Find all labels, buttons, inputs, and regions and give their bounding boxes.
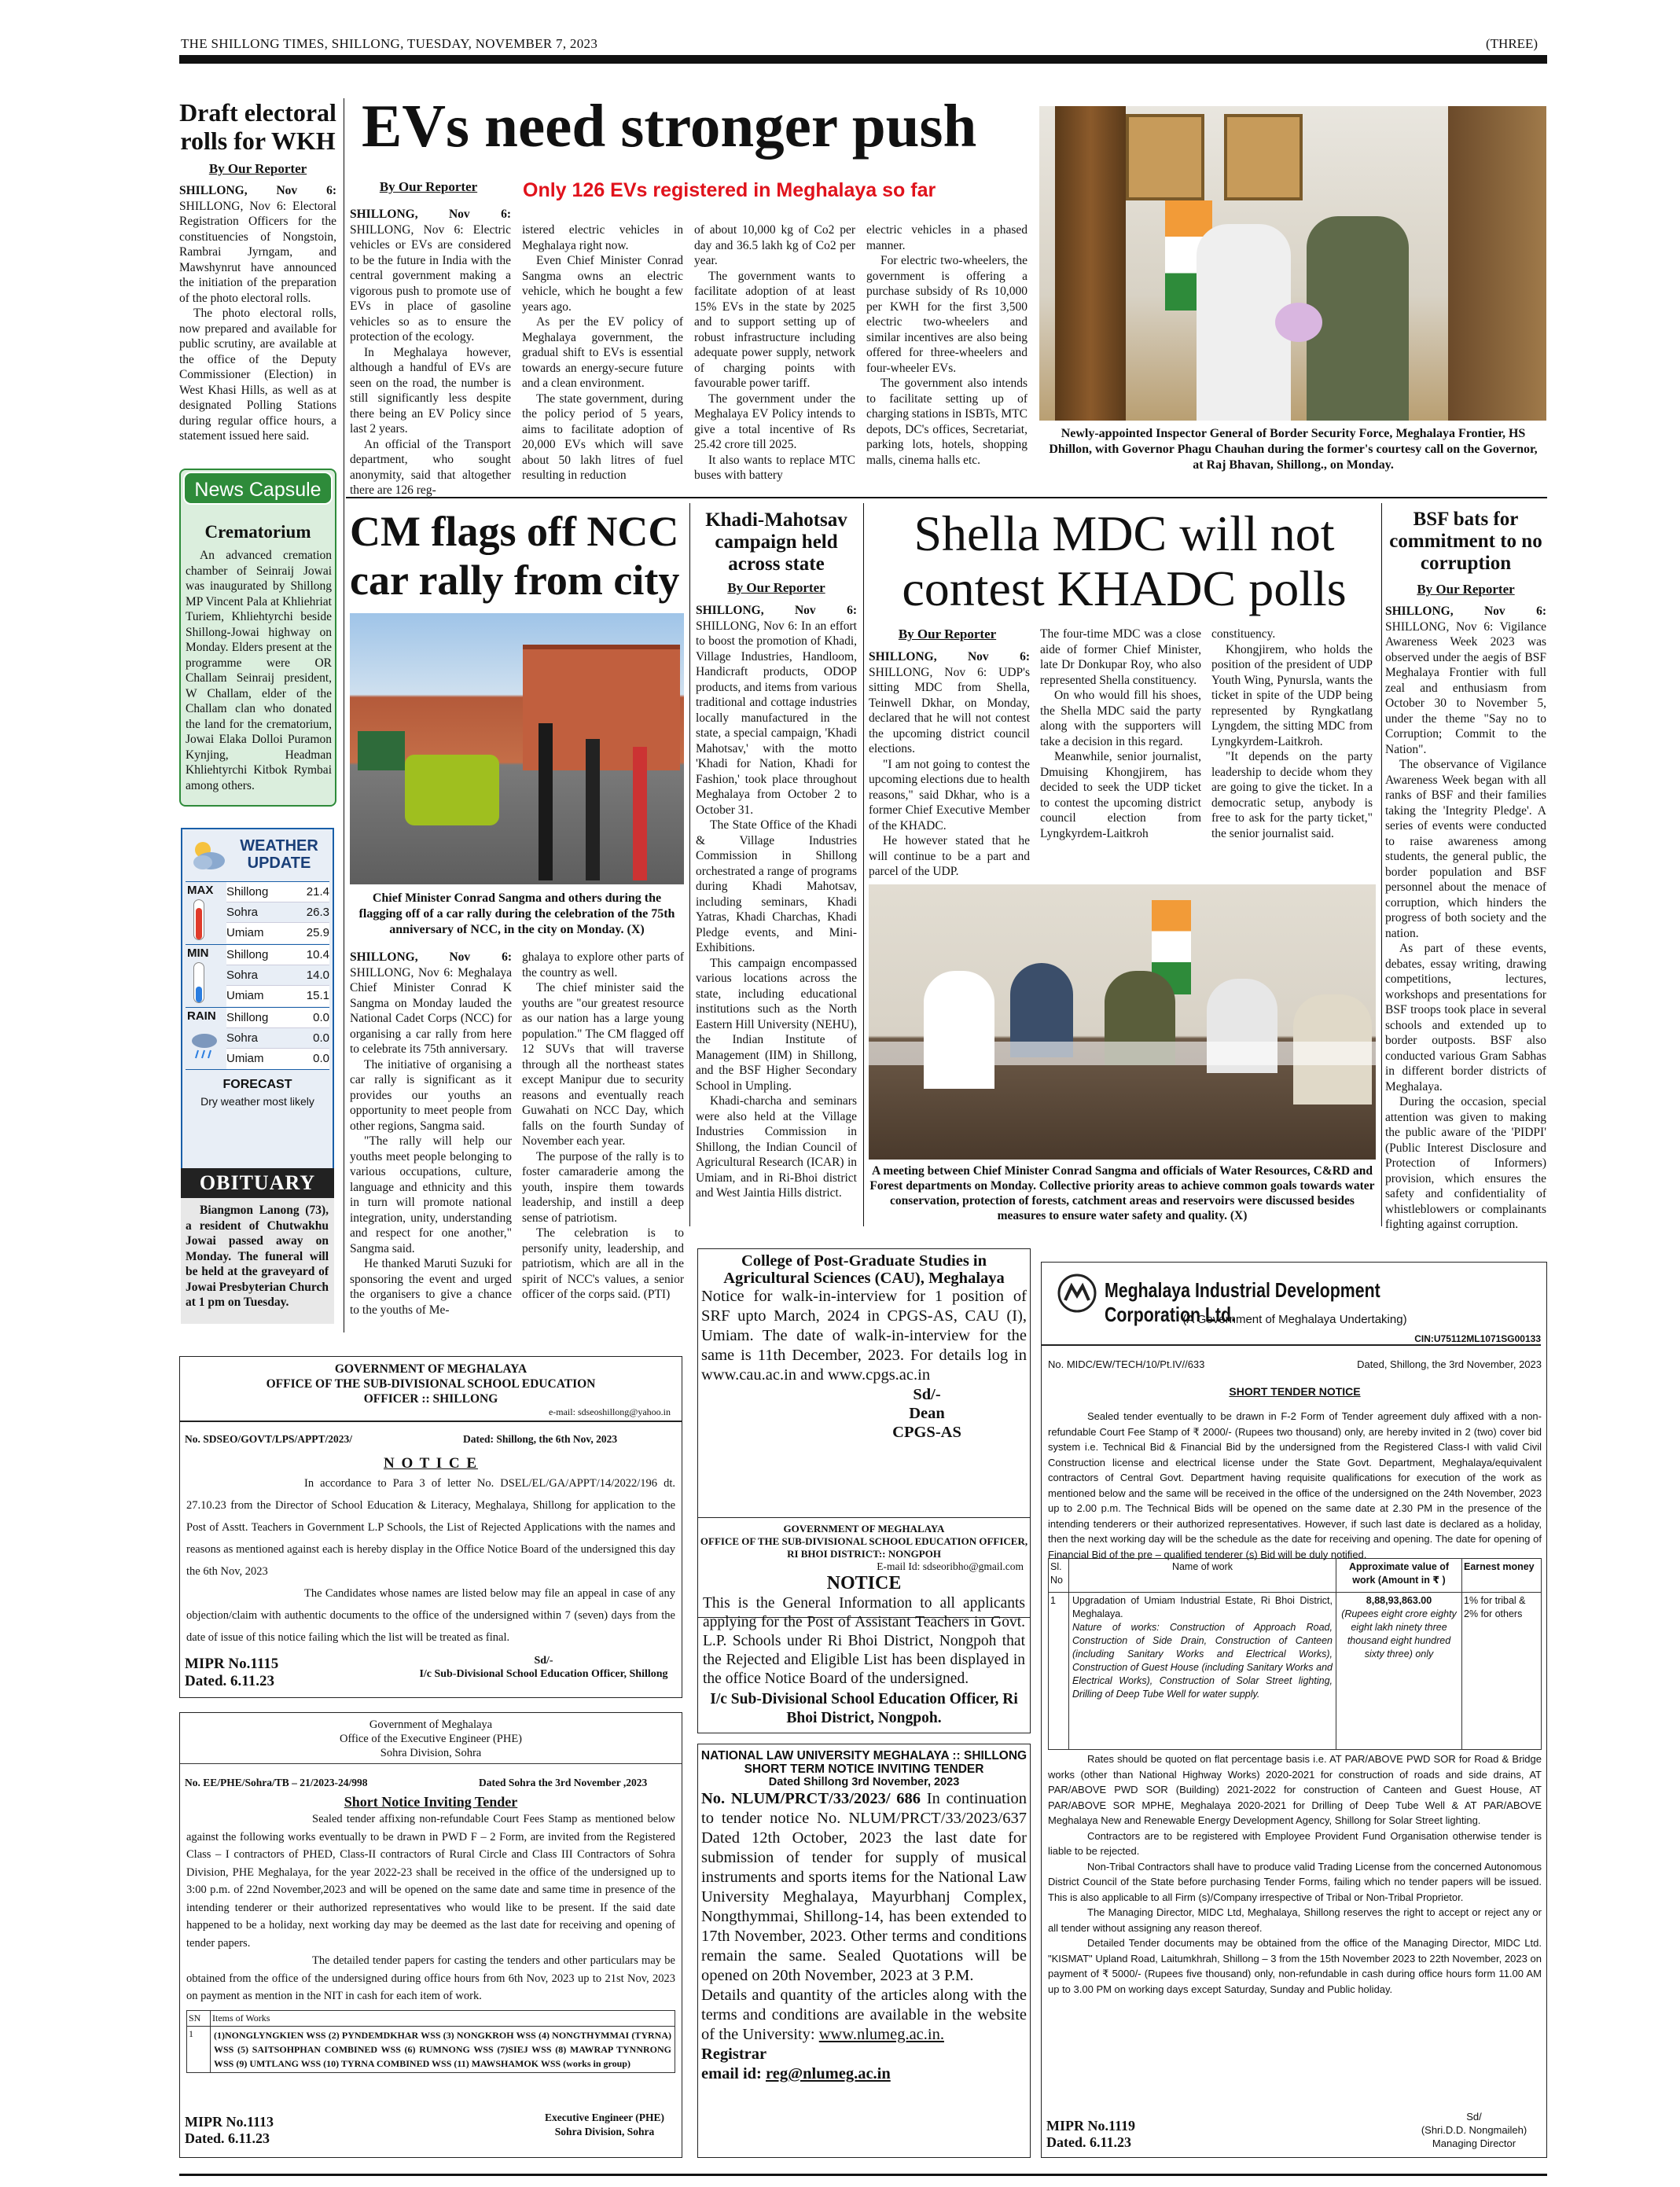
weather-min-row: Shillong 10.4 [226, 945, 329, 965]
weather-max-row: Umiam 25.9 [226, 923, 329, 943]
weather-rain-label: RAIN [187, 1009, 216, 1023]
phe-th-items: Items of Works [212, 2012, 270, 2023]
midc-no: No. MIDC/EW/TECH/10/Pt.IV//633 [1048, 1358, 1205, 1370]
midc-logo [1057, 1274, 1097, 1313]
weather-min-label: MIN [187, 946, 209, 960]
meeting-photo [869, 884, 1376, 1160]
masthead-rule [179, 55, 1547, 64]
forecast-text: Dry weather most likely [200, 1095, 314, 1108]
ribhoi-notice [697, 1517, 1031, 1733]
midc-name: Meghalaya Industrial Development Corporation Ltd. [1105, 1278, 1380, 1326]
sdseo-sign: I/c Sub-Divisional School Education Officer, Shillong [419, 1668, 668, 1680]
phe-tender [179, 1712, 682, 2158]
phe-sign: Executive Engineer (PHE) Sohra Division, Sohra [545, 2112, 664, 2137]
midc-works-table [1048, 1558, 1542, 1750]
weather-max-row: Sohra 26.3 [226, 902, 329, 923]
ev-col-3: of about 10,000 kg of Co2 per day and 36.5 lakh kg of Co2 per year. The government wants to facilitate adoption of at least 15% EVs in the state by 2025 and to support setting up of robust infrastructure including adequate power supply, network of charging points with favourable power tariff. The government under the Meghalaya EV Policy intends to give a total incentive of Rs 25.42 crore till 2025. It also wants to replace MTC buses with battery [694, 223, 855, 482]
weather-table [186, 881, 329, 1108]
cau-dean: Dean [909, 1405, 945, 1422]
ribhoi-gov: GOVERNMENT OF MEGHALAYA [783, 1523, 945, 1535]
weather-title: WEATHER UPDATE [240, 837, 318, 872]
shella-headline: Shella MDC will not contest KHADC polls [902, 505, 1347, 616]
ncc-col-1: SHILLONG, Nov 6: SHILLONG, Nov 6: Meghalaya Chief Minister Conrad K Sangma on Monday lauded the National Cadet Corps (NCC) for organising a car rally from here to celebrate its 75th anniversary. The initiative of organising a car rally is significant as it provides our youths an opportunity to meet people from other regions, Sangma said. "The rally will help our youths meet people belonging to various occupations, culture, language and ethnicity and this in turn will promote national integration, unity, understanding and respect for one another," Sangma said. He thanked Maruti Suzuki for sponsoring the event and urged the organisers to give a chance to the youths of Me- [350, 950, 512, 1317]
midc-p1: Sealed tender eventually to be drawn in F-2 Form of Tender agreement duly affixed with a non-refundable Court Fee Stamp of ₹ 2000/- (Rupees two thousand) only, are hereby invited in 2 (two) cover bid system i.e. Technical Bid & Financial Bid by the undersigned from the Registered Class-I with valid Civil Construction license and electrical license under the State Govt. Department, Meghalaya/equivalent contractors of Central Govt. Department having requisite qualifications for execution of the work as mentioned below and the same will be received in the office of the undersigned on the 24th November, 2023 up to 2.00 p.m. The Technical Bids will be opened on the same date at 2.30 PM in the presence of the intending tenderers or their authorized representatives. However, if such last date is declared as a holiday, then the next working day will be the schedule as the date for receiving and opening. The date for opening of Financial Bid of the pre – qualified tenderer (s) Bid will be duly notified. [1048, 1410, 1542, 1560]
midc-title: SHORT TENDER NOTICE [1229, 1385, 1361, 1398]
ncc-headline: CM flags off NCC car rally from city [350, 508, 680, 604]
ncc-col-2: ghalaya to explore other parts of the country as well. The chief minister said the youths are "our greatest resource as our nation has a large young population." The CM flagged off 12 SUVs that will traverse through all the northeast states except Manipur due to security reasons and eventually reach Guwahati on NCC Day, which falls on the fourth Sunday of November each year. The purpose of the rally is to foster camaraderie among the youth, inspire them towards leadership, and instill a deep sense of patriotism. The celebration is to personify unity, leadership, and patriotism, which are all in the spirit of NCC's values, a senior officer of the corps said. (PTI) [522, 950, 684, 1301]
sdseo-mipr: MIPR No.1115 [185, 1656, 279, 1672]
weather-panel [181, 828, 334, 1170]
phe-row-items: (1)NONGLYNGKIEN WSS (2) PYNDEMDKHAR WSS (3) NONGKROH WSS (4) NONGTHYMMAI (TYRNA) WSS (5) SAITSOHPHAN COMBINED WSS (6) RUMNONG WSS (7)SIEJ WSS (8) MAWRAP TYNNRONG WSS (9) UMTLANG WSS (10) TYRNA COMBINED WSS (11) MAWSHAMOK WSS (works in group) [214, 2029, 671, 2069]
nlu-body2: Details and quantity of the articles along with the terms and conditions are available in the website of the University: [701, 1987, 1027, 2043]
governor-caption: Newly-appointed Inspector General of Border Security Force, Meghalaya Frontier, HS Dhillon, with Governor Phagu Chauhan during the former's courtesy call on the Governor, at Raj Bhavan, Shillong., on Monday. [1049, 427, 1538, 472]
ribhoi-body: This is the General Information to all applicants applying for the Post of Assistant Teachers in Govt. L.P. Schools under Ri Bhoi District, Nongpoh that the Rejected and Eligible List has been displayed in the office Notice Board of the undersigned. [703, 1595, 1025, 1687]
sdseo-p1: In accordance to Para 3 of letter No. DSEL/EL/GA/APPT/14/2022/196 dt. 27.10.23 from the Director of School Education & Literacy, Meghalaya, Shillong for application to the Post of Asstt. Teachers in Government L.P Schools, the List of Rejected Applications with the names and reasons as mentioned against each is hereby display in the Office Notice Board of the undersigned this day the 6th Nov, 2023 [186, 1477, 675, 1578]
phe-mipr: MIPR No.1113 [185, 2114, 274, 2130]
bsf-body: SHILLONG, Nov 6: SHILLONG, Nov 6: Vigilance Awareness Week 2023 was observed under the aegis of BSF Meghalaya Frontier with full zeal and enthusiasm from October 30 to November 5, under the theme "Say no to Corruption; Commit to the Nation". The observance of Vigilance Awareness Week began with all ranks of BSF and their families taking the 'Integrity Pledge'. A series of events were conducted to raise awareness among students, the general public, the border population and BSF personnel about the menace of corruption, which hinders the progress of both society and the nation. As part of these events, debates, essay writing, drawing competitions, lectures, workshops and presentations for BSF troops took place in several schools and extended up to border outposts. BSF also conducted various Gram Sabhas in different border districts of Meghalaya. During the occasion, special attention was given to making the public aware of the 'PIDPI' (Public Interest Disclosure and Protection of Informers) provision, which ensures the safety and confidentiality of whistleblowers or complainants fighting against corruption. [1385, 605, 1546, 1231]
shella-col-2: The four-time MDC was a close aide of former Chief Minister, late Dr Donkupar Roy, who also represented Shella constituency. On who would fill his shoes, the Shella MDC said the party along with the supporters will take a decision in this regard. Meanwhile, senior journalist, Dmuising Khongjirem, has decided to seek the UDP ticket to contest the upcoming district council election from Lyngkyrdem-Laitkroh [1040, 627, 1201, 840]
phe-division: Sohra Division, Sohra [180, 1746, 682, 1764]
midc-sign-name: (Shri.D.D. Nongmaileh) [1421, 2124, 1527, 2136]
nlu-university: NATIONAL LAW UNIVERSITY MEGHALAYA :: SHILLONG [700, 1749, 1027, 1762]
midc-p4: Non-Tribal Contractors shall have to produce valid Trading License from the concerned Autonomous District Council of the State before purchasing Tender Forms, failing which no tender papers will be issued. This is also applicable to all Firm (s)/Company irrespective of Tribal or Non-Tribal Proprietor. [1048, 1860, 1542, 1903]
sdseo-dated: Dated: Shillong, the 6th Nov, 2023 [463, 1433, 618, 1445]
ev-col-2: istered electric vehicles in Meghalaya right now. Even Chief Minister Conrad Sangma owns an electric vehicle, which he bought a few years ago. As per the EV policy of Meghalaya government, the gradual shift to EVs is essential towards an energy-secure future and a clean environment. The state government, during the policy period of 5 years, aims to facilitate adoption of 20,000 EVs which will save about 50 lakh litres of fuel resulting in reduction [522, 223, 683, 482]
shella-byline: By Our Reporter [898, 627, 997, 641]
masthead-left: THE SHILLONG TIMES, SHILLONG, TUESDAY, NOVEMBER 7, 2023 [181, 36, 598, 51]
phe-row-sn: 1 [187, 2027, 211, 2072]
midc-mipr: MIPR No.1119 [1046, 2118, 1136, 2134]
ribhoi-title: NOTICE [826, 1573, 902, 1593]
nlu-url-link[interactable]: www.nlumeg.ac.in. [818, 2026, 944, 2043]
midc-th-money: Earnest money [1464, 1561, 1535, 1572]
khadi-byline: By Our Reporter [727, 580, 825, 595]
ev-col-1: SHILLONG, Nov 6: SHILLONG, Nov 6: Electric vehicles or EVs are considered to be the future in India with the central government making a vigorous push to promote use of EVs in place of gasoline vehicles so as to ensure the protection of the ecology. In Meghalaya however, although a handful of EVs are seen on the road, the number is still significantly less despite there being an EV Policy since last 2 years. An official of the Transport department, who sought anonymity, said that altogether there are 126 reg- [350, 208, 511, 497]
midc-p6: Detailed Tender documents may be obtained from the office of the Managing Director, MIDC Ltd. "KISMAT" Upland Road, Laitumkhrah, Shillong – 3 from the 15th November 2023 to 22th November, 2023 on payment of ₹ 5000/- (Rupees five thousand) only, non-refundable in cash during office hours form 11.00 AM up to 3.00 PM on working days except Saturday, Sunday and Public holiday. [1048, 1937, 1542, 1995]
phe-works-table [186, 2010, 675, 2073]
midc-sub: (A Government of Meghalaya Undertaking) [1182, 1313, 1407, 1326]
midc-date: Dated. 6.11.23 [1046, 2134, 1131, 2150]
footer-rule [179, 2174, 1547, 2176]
ribhoi-office: OFFICE OF THE SUB-DIVISIONAL SCHOOL EDUCATION OFFICER, RI BHOI DISTRICT:: NONGPOH [700, 1535, 1028, 1560]
nlu-email-label: email id: [701, 2065, 762, 2082]
ev-byline: By Our Reporter [379, 179, 478, 194]
ribhoi-sign: I/c Sub-Divisional School Education Officer, Ri Bhoi District, Nongpoh. [710, 1691, 1018, 1726]
weather-min-row: Sohra 14.0 [226, 965, 329, 986]
nlu-tender [697, 1744, 1031, 2158]
nlu-email-link[interactable]: reg@nlumeg.ac.in [766, 2065, 891, 2082]
midc-sign-title: Managing Director [1432, 2137, 1516, 2149]
phe-gov: Government of Meghalaya [369, 1718, 493, 1731]
sdseo-email: e-mail: sdseoshillong@yahoo.in [180, 1406, 682, 1422]
weather-rain-row: Umiam 0.0 [226, 1049, 329, 1069]
midc-dated: Dated, Shillong, the 3rd November, 2023 [1357, 1358, 1542, 1370]
sdseo-place: OFFICER :: SHILLONG [363, 1392, 498, 1406]
obituary-title: OBITUARY [181, 1168, 334, 1198]
thermometer-cold-icon [193, 962, 204, 1003]
midc-row-value: 8,88,93,863.00 [1366, 1595, 1432, 1606]
shella-col-1: SHILLONG, Nov 6: SHILLONG, Nov 6: UDP's sitting MDC from Shella, Teinwell Dkhar, on Monday, declared that he will not contest the upcoming district council elections. "I am not going to contest the upcoming elections due to health reasons," said Dkhar, who is a former Chief Executive Member of the KHADC. He however stated that he will continue to be a part and parcel of the UDP. [869, 650, 1030, 878]
capsule-headline: Crematorium [204, 522, 311, 542]
midc-p5: The Managing Director, MIDC Ltd, Meghalaya, Shillong reserves the right to accept or reject any or all tender without assigning any reason thereof. [1048, 1906, 1542, 1934]
draft-p1: SHILLONG, Nov 6: Electoral Registration Officers for the constituencies of Nongstoin, Rambrai Jyrngam, and Mawshynrut have announced the initiation of the preparation of the photo electoral rolls. [179, 199, 336, 305]
sdseo-notice [179, 1356, 682, 1698]
ribhoi-email: E-mail Id: sdseoribho@gmail.com [877, 1560, 1024, 1572]
ncc-khadi-rule [689, 503, 690, 1226]
capsule-badge: News Capsule [183, 472, 333, 505]
ncc-photo [350, 613, 684, 884]
weather-rain-row: Shillong 0.0 [226, 1008, 329, 1028]
phe-th-sn: SN [187, 2011, 211, 2026]
weather-icon [187, 836, 228, 875]
midc-p3: Contractors are to be registered with Employee Provident Fund Organisation otherwise tender is liable to be rejected. [1048, 1829, 1542, 1857]
midc-row-money: 1% for tribal & 2% for others [1464, 1595, 1526, 1619]
midc-row-value-words: (Rupees eight crore eighty eight lakh ninety three thousand eight hundred sixty three) only [1341, 1608, 1457, 1660]
sdseo-date: Dated. 6.11.23 [185, 1673, 274, 1689]
sdseo-no: No. SDSEO/GOVT/LPS/APPT/2023/ [185, 1433, 353, 1445]
phe-title: Short Notice Inviting Tender [344, 1794, 518, 1810]
sdseo-sd: Sd/- [534, 1655, 553, 1667]
shella-col-3: constituency. Khongjirem, who holds the position of the president of UDP Youth Wing, Pynursla, wants the ticket in spite of the UDP being represented by Ryngkatlang Lyngdem, the sitting MDC from Lyngkyrdem-Laitkroh. "It depends on the party leadership to decide whom they are going to give the ticket. In a democratic setup, anybody is free to ask for the party ticket," the senior journalist said. [1211, 627, 1373, 840]
nlu-body: In continuation to tender notice No. NLUM/PRCT/33/2023/637 Dated 12th October, 2023 the last date for submission of tender for supply of musical instruments and sports items for the National Law University Meghalaya, Mayurbhanj Complex, Nongthymmai, Shillong-14, has been extended to 17th November, 2023. Other terms and conditions remain the same. Sealed Quotations will be opened on 20th November, 2023 at 3 P.M. [701, 1790, 1027, 1984]
phe-p1: Sealed tender affixing non-refundable Court Fees Stamp as mentioned below against the following works eventually to be drawn in PWD F – 2 Form, are invited from the Registered Class – I contractors of PHED, Class-II contractors of Rural Circle and Class III Contractors of Sohra Division, PHE Meghalaya, for the year 2022-23 shall be received in the office of the undersigned up to 3:00 p.m. of 22nd November,2023 and will be opened on the same date and same time in presence of the intending tenderer or their authorized representatives who would like to be present. If the said date happened to be a holiday, next working day may be deemed as the last date for receiving and opening of tender papers. [186, 1813, 675, 1950]
nlu-registrar: Registrar [701, 2045, 767, 2063]
khadi-headline: Khadi-Mahotsav campaign held across state [705, 509, 847, 575]
midc-th-value: Approximate value of work (Amount in ₹ ) [1336, 1559, 1462, 1592]
midc-sd: Sd/ [1466, 2111, 1482, 2123]
rain-cloud-icon [189, 1030, 220, 1065]
draft-headline: Draft electoral rolls for WKH [179, 98, 336, 155]
weather-rain-row: Sohra 0.0 [226, 1028, 329, 1049]
top-section-rule [346, 497, 1547, 498]
nlu-no: No. NLUM/PRCT/33/2023/ 686 [701, 1790, 921, 1807]
sdseo-gov: GOVERNMENT OF MEGHALAYA [334, 1362, 528, 1376]
phe-date: Dated. 6.11.23 [185, 2130, 270, 2146]
midc-cin: CIN:U75112ML1071SG00133 [1042, 1333, 1541, 1346]
shella-bsf-rule [1381, 503, 1382, 1226]
midc-p2: Rates should be quoted on flat percentage basis i.e. AT PAR/ABOVE PWD SOR for Road & Bridge works (other than National Highway Works) 2020-2021 for construction of roads and side drains, AT PAR/ABOVE PWD SOR (Building) 2021-2022 for construction of Canteen and Guest House, AT PAR/ABOVE SOR MPHE, Meghalaya 2020-2021 for Drilling of Deep Tube Well & AT PAR/ABOVE Meghalaya New and Renewable Energy Development Agency, Shillong for Solar Street lighting. [1048, 1753, 1542, 1826]
midc-row-sl: 1 [1049, 1593, 1069, 1749]
weather-max-label: MAX [187, 884, 214, 897]
masthead-right: (THREE) [1486, 36, 1538, 51]
nlu-dated: Dated Shillong 3rd November, 2023 [768, 1776, 960, 1788]
midc-row-nature: Nature of works: Construction of Approach Road, Construction of Side Drain, Construction of Canteen (including Sanitary Works and Electrical Works), Construction of Guest House (including Sanitary Works and Electrical Works), Construction of Solar Street lighting, Drilling of Deep Tube Well for water supply. [1072, 1622, 1333, 1700]
governor-photo [1039, 106, 1546, 421]
ncc-caption: Chief Minister Conrad Sangma and others during the flagging off of a car rally during the celebration of the 75th anniversary of NCC, in the city on Monday. (X) [358, 891, 675, 936]
midc-th-sl: Sl. No [1049, 1559, 1069, 1592]
phe-no: No. EE/PHE/Sohra/TB – 21/2023-24/998 [185, 1777, 368, 1788]
midc-th-work: Name of work [1069, 1559, 1336, 1592]
bsf-byline: By Our Reporter [1417, 582, 1515, 597]
weather-max-row: Shillong 21.4 [226, 882, 329, 902]
weather-min-row: Umiam 15.1 [226, 986, 329, 1006]
khadi-shella-rule [863, 503, 864, 1226]
sdseo-office: OFFICE OF THE SUB-DIVISIONAL SCHOOL EDUCATION [266, 1377, 596, 1391]
khadi-body: SHILLONG, Nov 6: SHILLONG, Nov 6: In an effort to boost the promotion of Khadi, Village Industries, Handloom, Handicraft products, ODOP products, and items from various traditional and cottage industries locally manufactured in the state, a special campaign, 'Khadi Mahotsav,' with the motto 'Khadi for Nation, Khadi for Fashion,' took place throughout Meghalaya from October 2 to October 31. The State Office of the Khadi & Village Industries Commission in Shillong orchestrated a range of programs during Khadi Mahotsav, including seminars, Khadi Yatras, Khadi Charchas, Khadi Pledge events, and Mini-Exhibitions. This campaign encompassed various locations across the state, including educational institutions such as the North Eastern Hill University (NEHU), the Indian Institute of Management (IIM) in Shillong, and the BSF Higher Secondary School in Umpling. Khadi-charcha and seminars were also held at the Village Industries Commission in Shillong, the Indian Council of Agricultural Research (ICAR) in Umiam, and in Ri-Bhoi district and West Jaintia Hills district. [696, 604, 857, 1200]
nlu-title: SHORT TERM NOTICE INVITING TENDER [744, 1762, 984, 1776]
phe-office: Office of the Executive Engineer (PHE) [339, 1733, 523, 1745]
draft-p2: The photo electoral rolls, now prepared and available for public scrutiny, are available at the office of the Deputy Commissioner (Election) in West Khasi Hills, as well as at designated Polling Stations during regular office hours, a statement issued here said. [179, 307, 336, 443]
capsule-text: An advanced cremation chamber of Seinraij Jowai was inaugurated by Shillong MP Vincent Pala at Khliehriat Turiem, Khliehtyrchi beside Shillong-Jowai highway on Monday. Elders present at the programme were OR Challam Seinraij president, W Challam, elder of the Challam clan who donated the land for the crematorium, Jowai Elaka Dolloi Puramon Kynjing, Headman Khliehtyrchi Kitbok Rymbai among others. [186, 549, 332, 792]
obituary-text: Biangmon Lanong (73), a resident of Chutwakhu Jowai passed away on Monday. The funeral will be held at the graveyard of Jowai Presbyterian Church at 1 pm on Tuesday. [186, 1204, 329, 1309]
sdseo-p2: The Candidates whose names are listed below may file an appeal in case of any objection/claim with authentic documents to the office of the undersigned within 7 (seven) days from the date of issue of this notice failing which the list will be treated as final. [186, 1587, 675, 1644]
cau-body: Notice for walk-in-interview for 1 position of SRF upto March, 2024 in CPGS-AS, CAU (I), Umiam. The date of walk-in-interview for the same is 11th December, 2023. For details log in www.cau.ac.in and www.cpgs.ac.in [701, 1288, 1027, 1384]
cau-cpgs: CPGS-AS [892, 1424, 961, 1441]
cau-title: College of Post-Graduate Studies in Agricultural Sciences (CAU), Meghalaya [723, 1252, 1005, 1287]
cau-sd: Sd/- [913, 1386, 941, 1403]
midc-tender [1041, 1262, 1547, 2158]
phe-dated: Dated Sohra the 3rd November ,2023 [479, 1777, 648, 1788]
bsf-headline: BSF bats for commitment to no corruption [1389, 509, 1542, 574]
forecast-label: FORECAST [222, 1078, 292, 1091]
draft-byline: By Our Reporter [208, 161, 307, 176]
ev-col-4: electric vehicles in a phased manner. For electric two-wheelers, the government is offering a purchase subsidy of Rs 10,000 per KWH for the first 3,500 electric two-wheelers and similar incentives are also being offered for three-wheelers and four-wheeler EVs. The government also intends to facilitate setting up of charging stations in ISBTs, MTC depots, DC's offices, Secretariat, parking lots, hotels, shopping malls, cinema halls etc. [866, 223, 1027, 467]
phe-p2: The detailed tender papers for casting the tenders and other particulars may be obtained from the office of the undersigned during office hours from 6th Nov, 2023 up to 21st Nov, 2023 on payment as mention in the NIT in cash for each item of work. [186, 1954, 675, 2002]
midc-row-work: Upgradation of Umiam Industrial Estate, Ri Bhoi District, Meghalaya. [1072, 1595, 1333, 1619]
thermometer-hot-icon [193, 899, 204, 940]
draft-body: SHILLONG, Nov 6: SHILLONG, Nov 6: Electoral Registration Officers for the constituencies of Nongstoin, Rambrai Jyrngam, and Mawshynrut have announced the initiation of the preparation of the photo electoral rolls. The photo electoral rolls, now prepared and available for public scrutiny, are available at the office of the Deputy Commissioner (Election) in West Khasi Hills, as well as at designated Polling Stations during regular office hours, a statement issued here said. [179, 184, 336, 443]
ev-subhead: Only 126 EVs registered in Meghalaya so far [523, 179, 936, 201]
ev-headline: EVs need stronger push [362, 92, 977, 160]
sdseo-title: N O T I C E [383, 1455, 479, 1472]
meeting-caption: A meeting between Chief Minister Conrad Sangma and officials of Water Resources, C&RD and Forest departments on Monday. Collective priority areas to achieve common goals towards water conservation, protection of forests, catchment areas and reservoirs were discussed besides measures to ensure water safety and quality. (X) [869, 1164, 1375, 1222]
